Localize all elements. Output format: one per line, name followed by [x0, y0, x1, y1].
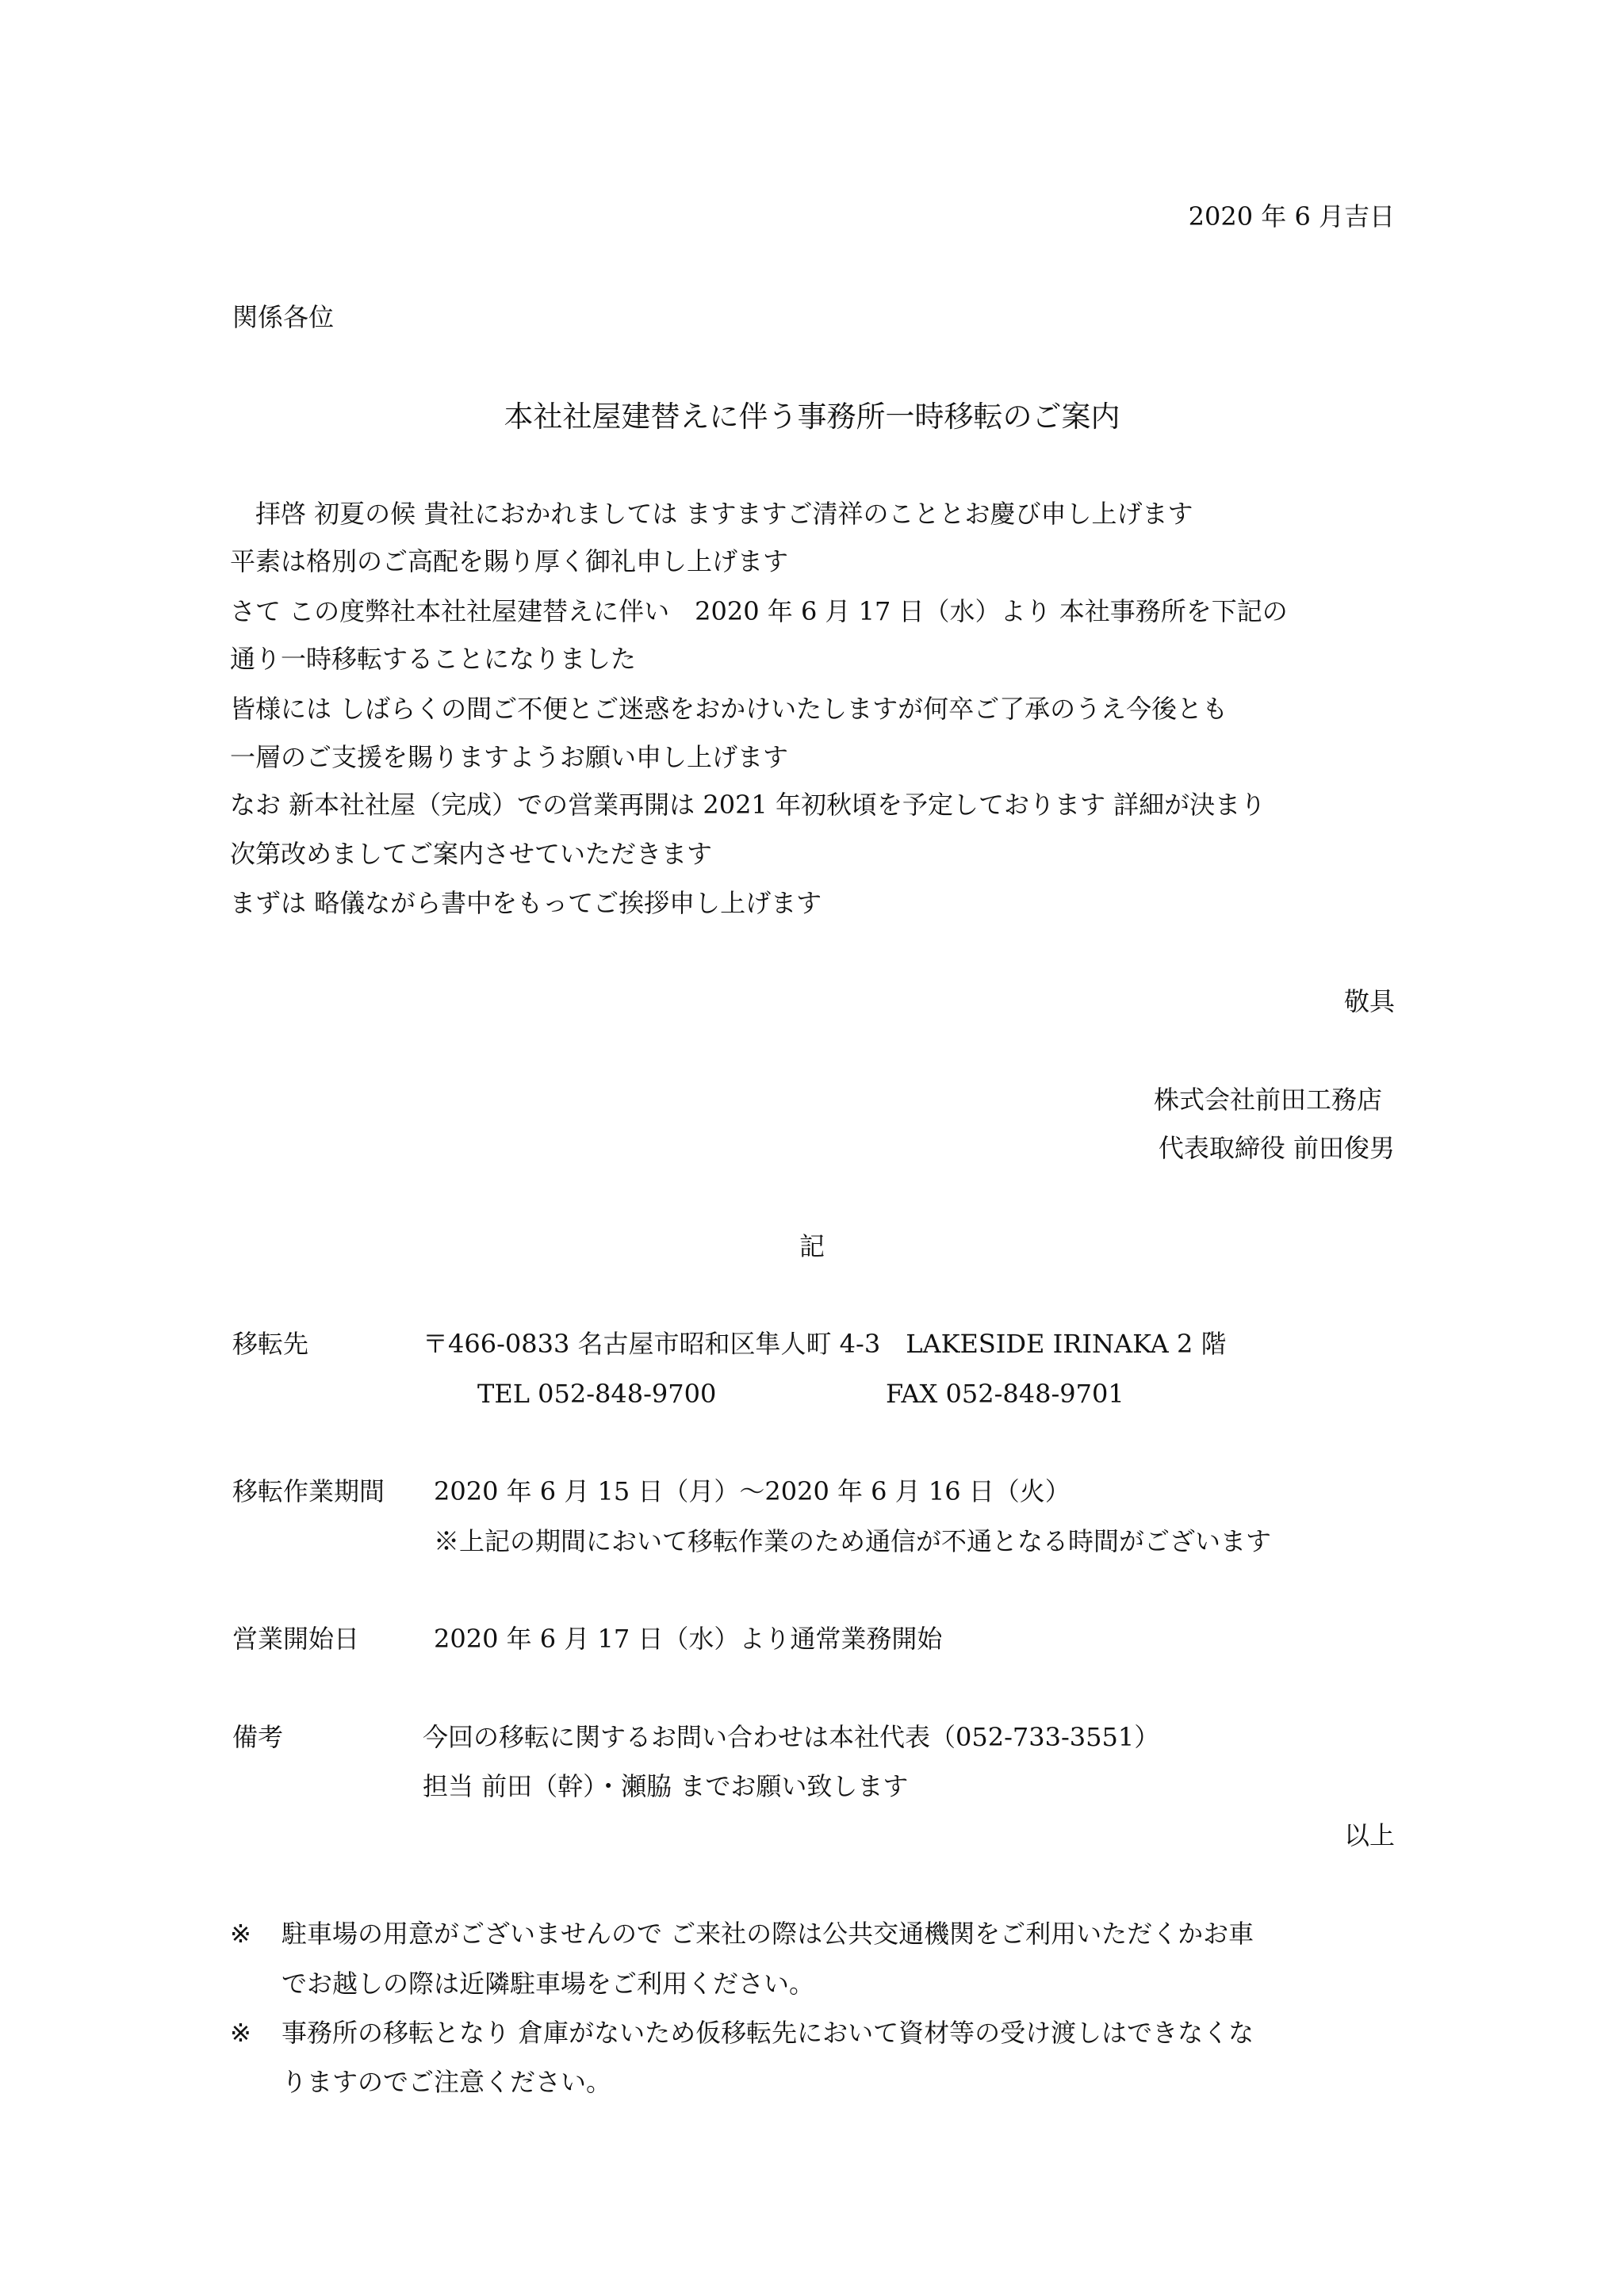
sender-company: 株式会社前田工務店: [1153, 1085, 1382, 1115]
body-line: なお 新本社社屋（完成）での営業再開は 2021 年初秋頃を予定しております 詳細が決まり: [230, 790, 1266, 820]
work-period-label: 移転作業期間: [232, 1476, 385, 1506]
letter-date: 2020 年 6 月吉日: [1188, 201, 1395, 232]
relocation-tel: TEL 052-848-9700: [477, 1379, 717, 1409]
remarks-line: 担当 前田（幹）・瀬脇 までお願い致します: [423, 1771, 909, 1801]
start-date-value: 2020 年 6 月 17 日（水）より通常業務開始: [434, 1624, 943, 1654]
note-line: でお越しの際は近隣駐車場をご利用ください。: [282, 1969, 815, 1999]
body-line: 通り一時移転することになりました: [230, 644, 637, 674]
body-line: 拝啓 初夏の候 貴社におかれましては ますますご清祥のこととお慶び申し上げます: [230, 499, 1193, 529]
recipient: 関係各位: [232, 302, 335, 332]
sender-representative: 代表取締役 前田俊男: [1158, 1133, 1395, 1163]
remarks-line: 今回の移転に関するお問い合わせは本社代表（052-733-3551）: [423, 1722, 1160, 1752]
relocation-label: 移転先: [232, 1329, 309, 1359]
relocation-fax: FAX 052-848-9701: [886, 1379, 1124, 1409]
body-line: 皆様には しばらくの間ご不便とご迷惑をおかけいたしますが何卒ご了承のうえ今後とも: [230, 694, 1228, 724]
body-line: さて この度弊社本社社屋建替えに伴い 2020 年 6 月 17 日（水）より 本社事務所を下記の: [230, 596, 1288, 626]
relocation-address: 〒466-0833 名古屋市昭和区隼人町 4-3 LAKESIDE IRINAKA 2 階: [423, 1329, 1227, 1359]
note-mark: ※: [230, 2018, 251, 2048]
document-title: 本社社屋建替えに伴う事務所一時移転のご案内: [504, 400, 1120, 434]
note-line: 駐車場の用意がございませんので ご来社の際は公共交通機関をご利用いただくかお車: [282, 1919, 1254, 1949]
note-line: 事務所の移転となり 倉庫がないため仮移転先において資材等の受け渡しはできなくな: [282, 2018, 1254, 2048]
work-period-value: 2020 年 6 月 15 日（月）～2020 年 6 月 16 日（火）: [434, 1476, 1071, 1506]
ki-heading: 記: [799, 1231, 825, 1261]
closing-ijo: 以上: [1343, 1820, 1395, 1850]
start-date-label: 営業開始日: [232, 1624, 360, 1654]
note-mark: ※: [230, 1919, 251, 1949]
work-period-note: ※上記の期間において移転作業のため通信が不通となる時間がございます: [434, 1526, 1272, 1556]
body-line: 平素は格別のご高配を賜り厚く御礼申し上げます: [230, 546, 789, 576]
remarks-label: 備考: [232, 1722, 284, 1752]
body-line: 次第改めましてご案内させていただきます: [230, 839, 713, 869]
body-line: まずは 略儀ながら書中をもってご挨拶申し上げます: [230, 888, 822, 918]
body-line: 一層のご支援を賜りますようお願い申し上げます: [230, 742, 789, 772]
note-line: りますのでご注意ください。: [282, 2067, 612, 2097]
closing-keigu: 敬具: [1343, 986, 1395, 1016]
